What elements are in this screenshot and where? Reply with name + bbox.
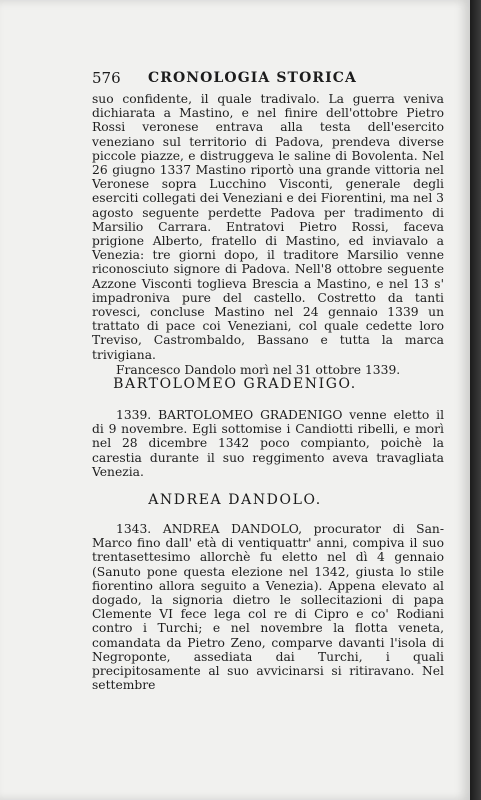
section-text-andrea-dandolo xyxy=(92,522,444,692)
section-text-bartolomeo-gradenigo xyxy=(92,408,444,479)
intro-paragraph: suo confidente, il quale tradivalo. La guerra veniva dichiarata a Mastino, e nel finire dell'ottobre Pietro Rossi veronese entrava alla testa dell'esercito veneziano sul territorio di Padova, prendeva diverse piccole piazze, e distruggeva le saline di Bovolenta. Nel 26 giugno 1337 Mastino riportò una grande vittoria nel Veronese sopra Lucchino Visconti, generale degli eserciti collegati dei Veneziani e dei Fiorentini, ma nel 3 agosto seguente perdette Padova per tradimento di Marsilio Carrara. Entratovi Pietro Rossi, faceva prigione Alberto, fratello di Mastino, ed inviavalo a Venezia: tre giorni dopo, il traditore Marsilio venne riconosciuto signore di Padova. Nell'8 ottobre seguente Azzone Visconti toglieva Brescia a Mastino, e nel 13 s' impadroniva pure del castello. Costretto da tanti rovesci, concluse Mastino nel 24 gennaio 1339 un trattato di pace coi Veneziani, col quale cedette loro Treviso, Castrombaldo, Bassano e tutta la marca trivigiana. xyxy=(92,92,444,362)
page-edge-shadow xyxy=(470,0,481,800)
section-title-bartolomeo-gradenigo: BARTOLOMEO GRADENIGO. xyxy=(113,376,357,392)
intro-text xyxy=(92,92,444,377)
running-title: CRONOLOGIA STORICA xyxy=(148,70,357,86)
section-paragraph-andrea-dandolo: 1343. ANDREA DANDOLO, procurator di San-Marco fino dall' età di ventiquattr' anni, compiva il suo trentasettesimo allorchè fu eletto nel dì 4 gennaio (Sanuto pone questa elezione nel 1342, giusta lo stile fiorentino allora seguito a Venezia). Appena elevato al dogado, la signoria dietro le sollecitazioni di papa Clemente VI fece lega col re di Cipro e co' Rodiani contro i Turchi; e nel novembre la flotta veneta, comandata da Pietro Zeno, comparve davanti l'isola di Negroponte, assediata dai Turchi, i quali precipitosamente al suo avvicinarsi si ritiravano. Nel settembre xyxy=(92,522,444,693)
intro-closing-line: Francesco Dandolo morì nel 31 ottobre 1339. xyxy=(116,362,401,377)
page-number: 576 xyxy=(92,69,121,87)
section-paragraph-bartolomeo-gradenigo: 1339. BARTOLOMEO GRADENIGO venne eletto il di 9 novembre. Egli sottomise i Candiotti ribelli, e morì nel 28 dicembre 1342 poco compianto, poichè la carestia durante il suo reggimento aveva travagliata Venezia. xyxy=(92,408,444,479)
section-title-andrea-dandolo: ANDREA DANDOLO. xyxy=(148,492,322,508)
page-header xyxy=(92,69,374,91)
